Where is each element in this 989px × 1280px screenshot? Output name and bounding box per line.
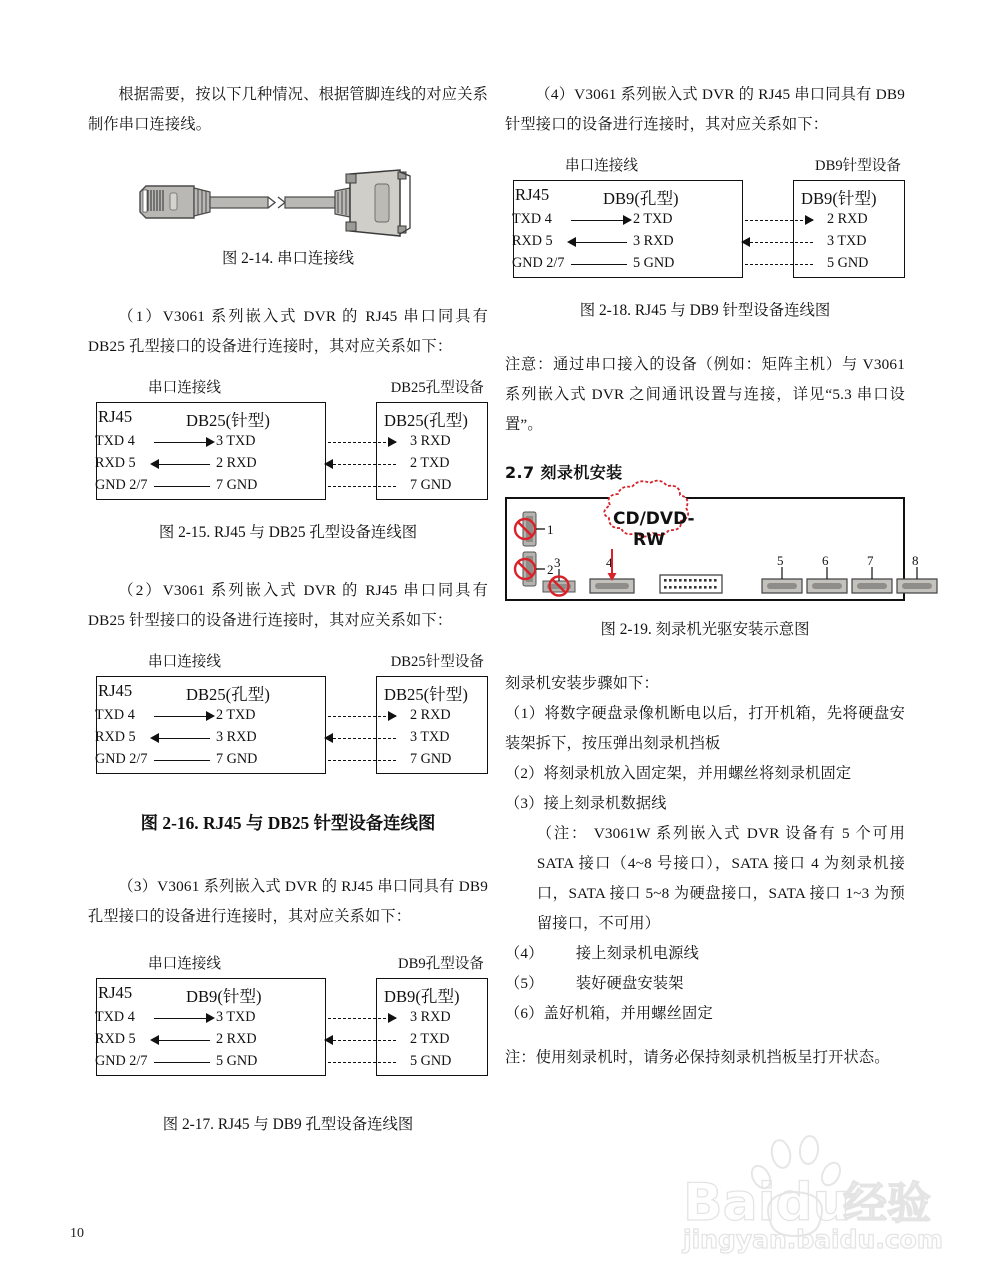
figure-2-17-rj45-title: RJ45 <box>98 983 133 1002</box>
pin-label: 2 RXD <box>827 211 868 227</box>
motherboard-diagram <box>505 497 919 601</box>
figure-2-16-db-title: DB25(孔型) <box>186 685 270 704</box>
pin-label: 3 RXD <box>410 1009 451 1025</box>
sata-port-8 <box>897 553 937 593</box>
step-3-note: （注： V3061W 系列嵌入式 DVR 设备有 5 个可用 SATA 接口（4~8 号接口），SATA 接口 4 为刻录机接口，SATA 接口 5~8 为硬盘接口，SATA 接口 1~3 为预留接口，不可用） <box>536 825 905 932</box>
step-5-text: 装好硬盘安装架 <box>575 975 684 992</box>
pin-label: 5 GND <box>827 255 869 271</box>
step-1: （1）将数字硬盘录像机断电以后，打开机箱，先将硬盘安装架拆下，按压弹出刻录机挡板 <box>505 705 905 752</box>
pin-label: TXD 4 <box>512 211 552 227</box>
figure-2-18-db-title: DB9(孔型) <box>603 189 679 208</box>
dashed-connector-line <box>328 716 396 717</box>
pin-label: 2 TXD <box>216 707 256 723</box>
pin-label: 2 TXD <box>633 211 673 227</box>
serial-cable-illustration <box>88 160 488 246</box>
watermark-brand: Baidu <box>683 1173 850 1233</box>
pin-label: RXD 5 <box>95 1031 136 1047</box>
connector-line <box>154 760 210 761</box>
label-5: 5 <box>777 553 784 568</box>
figure-2-15-rj45-title: RJ45 <box>98 407 133 426</box>
figure-2-16 <box>88 650 488 774</box>
arrow-left-icon <box>324 1035 333 1045</box>
figure-2-15-header-left: 串口连接线 <box>148 380 221 396</box>
figure-2-18-box-right-title: DB9(针型) <box>801 189 877 208</box>
figure-2-15-db-title: DB25(针型) <box>186 411 270 430</box>
item-2-paragraph: （2）V3061 系列嵌入式 DVR 的 RJ45 串口同具有 DB25 针型接口的设备进行连接时，其对应关系如下： <box>88 582 488 629</box>
pin-label: 3 TXD <box>410 729 450 745</box>
arrow-right-icon <box>206 711 215 721</box>
pin-label: 7 GND <box>216 751 258 767</box>
dashed-connector-line <box>328 1062 396 1063</box>
label-7: 7 <box>867 553 874 568</box>
sata-port-4 <box>590 579 634 593</box>
sata-port-6 <box>807 553 847 593</box>
pin-header-block <box>660 575 722 593</box>
step-4-number: （4） <box>505 945 544 962</box>
cloud-line-1: CD/DVD- <box>613 509 695 529</box>
label-3: 3 <box>554 555 561 570</box>
arrow-left-icon <box>324 459 333 469</box>
pin-label: 3 RXD <box>216 729 257 745</box>
connector-line <box>154 464 210 465</box>
item-3-paragraph: （3）V3061 系列嵌入式 DVR 的 RJ45 串口同具有 DB9 孔型接口的设备进行连接时，其对应关系如下： <box>88 878 488 925</box>
figure-2-19 <box>505 497 919 603</box>
figure-2-15-box-right-title: DB25(孔型) <box>384 411 468 430</box>
figure-2-17-box-right-title: DB9(孔型) <box>384 987 460 1006</box>
pin-label: GND 2/7 <box>95 477 148 493</box>
figure-2-17-header-left: 串口连接线 <box>148 956 221 972</box>
pin-label: GND 2/7 <box>95 1053 148 1069</box>
figure-2-17-caption: 图 2-17. RJ45 与 DB9 孔型设备连线图 <box>162 1116 414 1133</box>
section-2-7-heading: 2.7 刻录机安装 <box>505 463 623 482</box>
step-5-number: （5） <box>505 975 544 992</box>
arrow-right-icon <box>623 215 632 225</box>
label-2: 2 <box>547 562 554 577</box>
pin-label: 7 GND <box>216 477 258 493</box>
dashed-connector-line <box>328 442 396 443</box>
pin-label: 5 GND <box>633 255 675 271</box>
pin-label: GND 2/7 <box>95 751 148 767</box>
pin-label: 2 RXD <box>410 707 451 723</box>
figure-2-18-header-right: DB9针型设备 <box>815 158 901 174</box>
figure-2-18-header-left: 串口连接线 <box>565 158 638 174</box>
pin-label: RXD 5 <box>512 233 553 249</box>
watermark-cn: 经验 <box>843 1178 931 1229</box>
connector-line <box>154 486 210 487</box>
item-1-paragraph: （1）V3061 系列嵌入式 DVR 的 RJ45 串口同具有 DB25 孔型接口的设备进行连接时，其对应关系如下： <box>88 308 488 355</box>
dashed-connector-line <box>328 1018 396 1019</box>
serial-note-paragraph: 注意：通过串口接入的设备（例如：矩阵主机）与 V3061 系列嵌入式 DVR 之间通讯设置与连接，详见“5.3 串口设置”。 <box>505 356 905 433</box>
step-3: （3）接上刻录机数据线 <box>505 795 667 812</box>
dashed-connector-line <box>328 486 396 487</box>
left-column <box>88 80 488 1138</box>
pin-label: 2 TXD <box>410 455 450 471</box>
connector-line <box>571 220 627 221</box>
label-4: 4 <box>606 555 613 570</box>
step-4-text: 接上刻录机电源线 <box>575 945 699 962</box>
connector-line <box>154 442 210 443</box>
figure-2-15 <box>88 376 488 500</box>
pin-label: 2 TXD <box>410 1031 450 1047</box>
connector-line <box>571 242 627 243</box>
pin-label: 7 GND <box>410 751 452 767</box>
step-5 <box>505 969 905 999</box>
label-6: 6 <box>822 553 829 568</box>
final-note: 注：使用刻录机时，请务必保持刻录机挡板呈打开状态。 <box>505 1049 890 1066</box>
dashed-connector-line <box>745 242 813 243</box>
step-6: （6）盖好机箱，并用螺丝固定 <box>505 1005 713 1022</box>
connector-line <box>154 1062 210 1063</box>
intro-paragraph: 根据需要，按以下几种情况、根据管脚连线的对应关系制作串口连接线。 <box>88 86 488 133</box>
pin-label: RXD 5 <box>95 729 136 745</box>
arrow-right-icon <box>388 1013 397 1023</box>
sata-port-7 <box>852 553 892 593</box>
arrow-left-icon <box>150 733 159 743</box>
pin-label: 2 RXD <box>216 455 257 471</box>
pin-label: TXD 4 <box>95 707 135 723</box>
arrow-right-icon <box>206 1013 215 1023</box>
dashed-connector-line <box>328 1040 396 1041</box>
arrow-right-icon <box>805 215 814 225</box>
arrow-right-icon <box>206 437 215 447</box>
dashed-connector-line <box>745 264 813 265</box>
baidu-watermark <box>661 1132 961 1252</box>
right-column <box>505 80 919 1073</box>
arrow-left-icon <box>324 733 333 743</box>
figure-2-18-rj45-title: RJ45 <box>515 185 550 204</box>
dashed-connector-line <box>328 760 396 761</box>
pin-label: RXD 5 <box>95 455 136 471</box>
arrow-right-icon <box>388 437 397 447</box>
figure-2-16-box-right-title: DB25(针型) <box>384 685 468 704</box>
label-1: 1 <box>547 522 554 537</box>
steps-title: 刻录机安装步骤如下： <box>505 675 659 692</box>
dashed-connector-line <box>745 220 813 221</box>
connector-line <box>154 1018 210 1019</box>
arrow-left-icon <box>741 237 750 247</box>
pin-label: TXD 4 <box>95 433 135 449</box>
connector-line <box>571 264 627 265</box>
page-number: 10 <box>70 1226 84 1241</box>
baidu-watermark-logo <box>661 1132 961 1252</box>
pin-label: 3 TXD <box>216 1009 256 1025</box>
arrow-left-icon <box>150 1035 159 1045</box>
label-8: 8 <box>912 553 919 568</box>
dashed-connector-line <box>328 738 396 739</box>
pin-label: 5 GND <box>410 1053 452 1069</box>
figure-2-18 <box>505 154 905 278</box>
figure-2-16-header-right: DB25针型设备 <box>390 654 484 670</box>
pin-label: 3 TXD <box>216 433 256 449</box>
pin-label: 3 RXD <box>410 433 451 449</box>
pin-label: 5 GND <box>216 1053 258 1069</box>
connector-line <box>154 1040 210 1041</box>
pin-label: 2 RXD <box>216 1031 257 1047</box>
item-4-paragraph: （4）V3061 系列嵌入式 DVR 的 RJ45 串口同具有 DB9 针型接口的设备进行连接时，其对应关系如下： <box>505 86 905 133</box>
watermark-url: jingyan.baidu.com <box>683 1225 943 1254</box>
pin-label: 3 RXD <box>633 233 674 249</box>
serial-cable-icon <box>132 166 432 240</box>
pin-label: TXD 4 <box>95 1009 135 1025</box>
pin-label: 7 GND <box>410 477 452 493</box>
figure-2-16-header-left: 串口连接线 <box>148 654 221 670</box>
figure-2-15-caption: 图 2-15. RJ45 与 DB25 孔型设备连线图 <box>158 524 418 541</box>
pin-label: GND 2/7 <box>512 255 565 271</box>
figure-2-18-caption: 图 2-18. RJ45 与 DB9 针型设备连线图 <box>579 302 831 319</box>
connector-line <box>154 738 210 739</box>
figure-2-17 <box>88 952 488 1076</box>
figure-2-19-caption: 图 2-19. 刻录机光驱安装示意图 <box>600 621 810 638</box>
figure-2-15-header-right: DB25孔型设备 <box>390 380 484 396</box>
arrow-left-icon <box>150 459 159 469</box>
cloud-line-2: RW <box>633 530 665 550</box>
arrow-right-icon <box>388 711 397 721</box>
figure-2-17-db-title: DB9(针型) <box>186 987 262 1006</box>
figure-2-16-caption: 图 2-16. RJ45 与 DB25 针型设备连线图 <box>140 813 436 833</box>
sata-port-5 <box>762 553 802 593</box>
arrow-left-icon <box>567 237 576 247</box>
pin-label: 3 TXD <box>827 233 867 249</box>
figure-2-17-header-right: DB9孔型设备 <box>398 956 484 972</box>
figure-2-14-caption: 图 2-14. 串口连接线 <box>221 250 355 267</box>
step-2: （2）将刻录机放入固定架，并用螺丝将刻录机固定 <box>505 765 852 782</box>
dashed-connector-line <box>328 464 396 465</box>
step-4 <box>505 939 905 969</box>
connector-line <box>154 716 210 717</box>
figure-2-16-rj45-title: RJ45 <box>98 681 133 700</box>
